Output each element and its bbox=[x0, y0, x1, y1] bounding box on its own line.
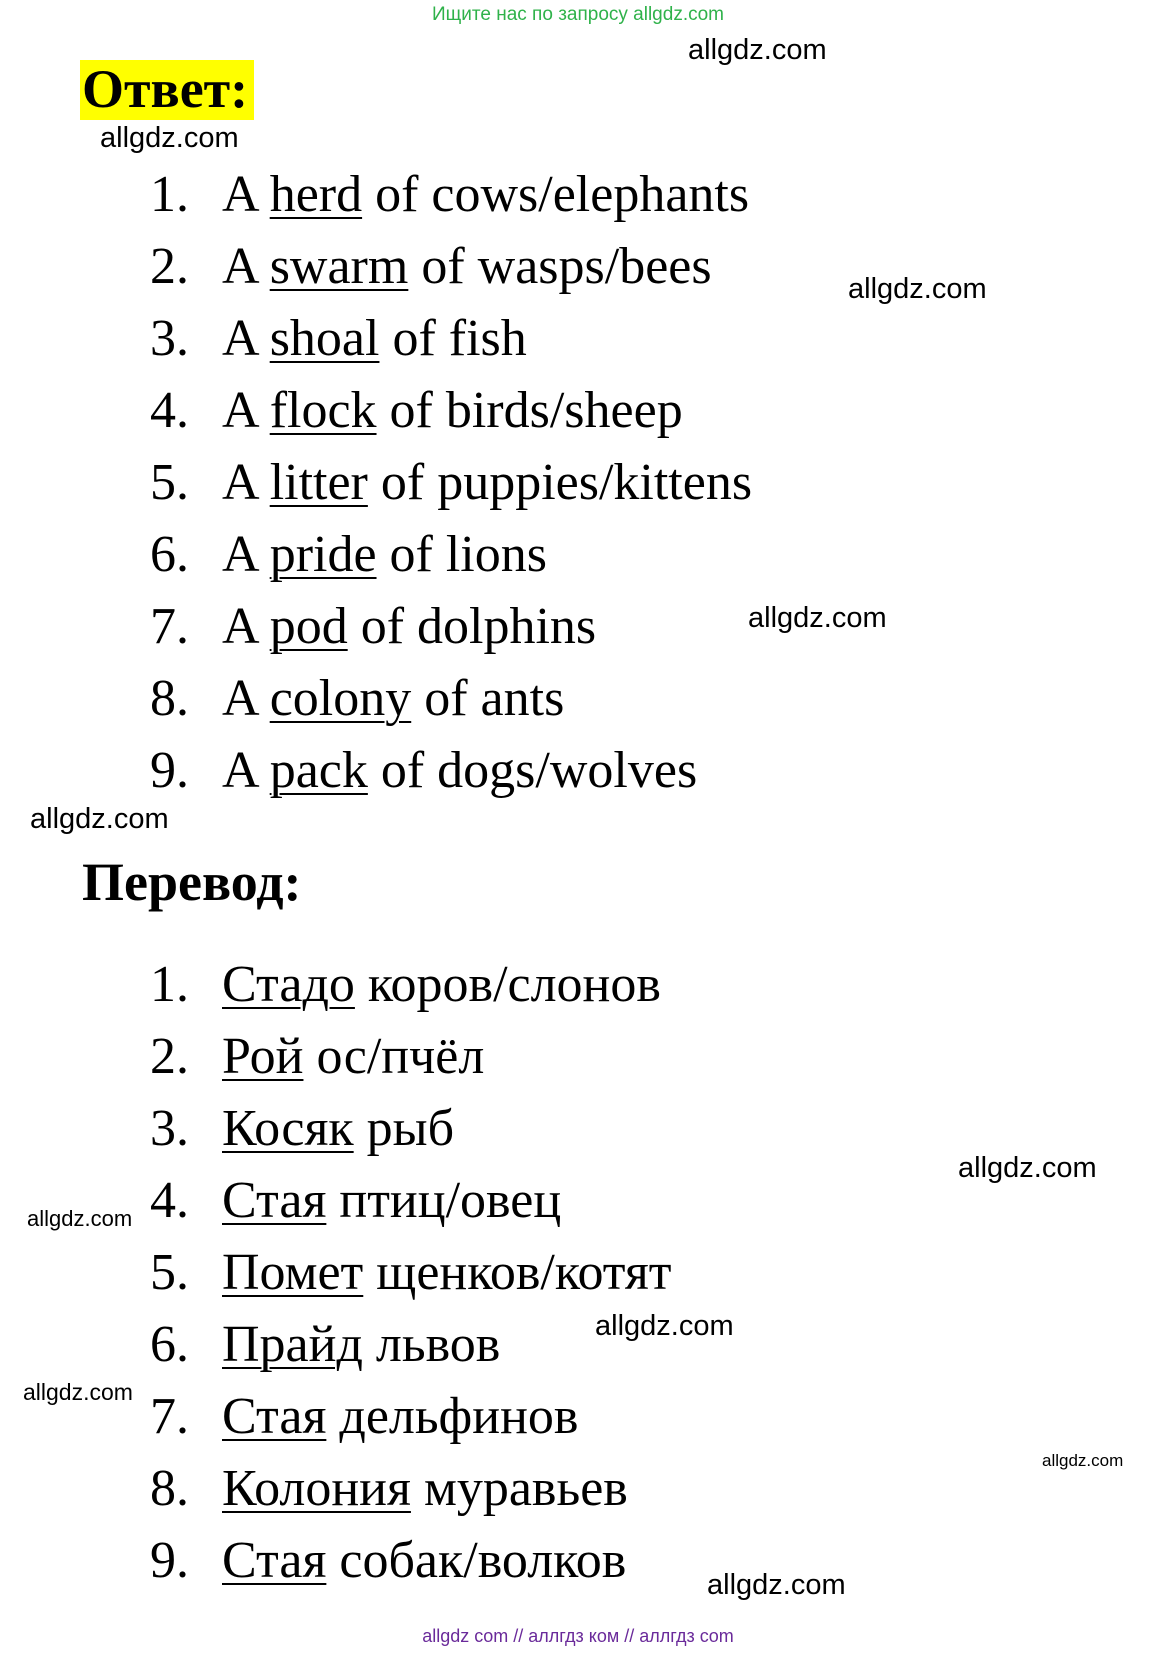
collective-noun: Рой bbox=[222, 1028, 304, 1085]
item-rest: дельфинов bbox=[339, 1388, 579, 1445]
item-rest: of ants bbox=[424, 670, 565, 727]
item-number: 8. bbox=[150, 1460, 189, 1517]
watermark: allgdz.com bbox=[30, 803, 169, 835]
item-number: 9. bbox=[150, 742, 189, 799]
answer-heading: Ответ: bbox=[80, 60, 254, 120]
item-article: A bbox=[222, 454, 257, 511]
list-item bbox=[150, 1237, 671, 1309]
collective-noun: swarm bbox=[269, 238, 409, 295]
list-item bbox=[150, 519, 752, 591]
item-rest: of wasps/bees bbox=[421, 238, 712, 295]
item-rest: of cows/elephants bbox=[375, 166, 750, 223]
item-number: 9. bbox=[150, 1532, 189, 1589]
list-item bbox=[150, 303, 752, 375]
collective-noun: flock bbox=[269, 382, 377, 439]
collective-noun: litter bbox=[269, 454, 368, 511]
collective-noun: Колония bbox=[222, 1460, 411, 1517]
item-number: 4. bbox=[150, 382, 189, 439]
list-item bbox=[150, 735, 752, 807]
list-item bbox=[150, 447, 752, 519]
collective-noun: Косяк bbox=[222, 1100, 354, 1157]
watermark: allgdz.com bbox=[688, 34, 827, 66]
item-number: 6. bbox=[150, 1316, 189, 1373]
item-rest: of dogs/wolves bbox=[380, 742, 698, 799]
collective-noun: colony bbox=[269, 670, 412, 727]
item-number: 6. bbox=[150, 526, 189, 583]
watermark: allgdz.com bbox=[958, 1152, 1097, 1184]
collective-noun: shoal bbox=[269, 310, 380, 367]
item-number: 1. bbox=[150, 166, 189, 223]
item-rest: of dolphins bbox=[360, 598, 597, 655]
item-number: 7. bbox=[150, 598, 189, 655]
collective-noun: pride bbox=[269, 526, 377, 583]
item-number: 3. bbox=[150, 1100, 189, 1157]
watermark: allgdz.com bbox=[707, 1569, 846, 1601]
list-item bbox=[150, 1381, 671, 1453]
item-number: 8. bbox=[150, 670, 189, 727]
item-rest: of fish bbox=[392, 310, 527, 367]
list-item bbox=[150, 1165, 671, 1237]
list-item bbox=[150, 1453, 671, 1525]
item-number: 5. bbox=[150, 1244, 189, 1301]
bottom-banner[interactable]: allgdz com // аллгдз ком // аллгдз com bbox=[422, 1626, 734, 1646]
watermark: allgdz.com bbox=[1042, 1451, 1124, 1470]
collective-noun: Прайд bbox=[222, 1316, 363, 1373]
list-item bbox=[150, 1525, 671, 1597]
item-rest: ос/пчёл bbox=[316, 1028, 485, 1085]
item-rest: щенков/котят bbox=[376, 1244, 672, 1301]
list-item bbox=[150, 1309, 671, 1381]
collective-noun: Помет bbox=[222, 1244, 364, 1301]
item-article: A bbox=[222, 310, 257, 367]
item-rest: коров/слонов bbox=[367, 956, 661, 1013]
item-article: A bbox=[222, 382, 257, 439]
item-article: A bbox=[222, 598, 257, 655]
watermark: allgdz.com bbox=[100, 122, 239, 154]
item-article: A bbox=[222, 526, 257, 583]
item-article: A bbox=[222, 670, 257, 727]
item-number: 5. bbox=[150, 454, 189, 511]
item-number: 4. bbox=[150, 1172, 189, 1229]
item-number: 7. bbox=[150, 1388, 189, 1445]
item-article: A bbox=[222, 238, 257, 295]
item-rest: of lions bbox=[389, 526, 547, 583]
collective-noun: Стая bbox=[222, 1388, 327, 1445]
collective-noun: Стадо bbox=[222, 956, 355, 1013]
list-item bbox=[150, 1093, 671, 1165]
watermark: allgdz.com bbox=[748, 602, 887, 634]
list-item bbox=[150, 231, 752, 303]
collective-noun: Стая bbox=[222, 1172, 327, 1229]
watermark: allgdz.com bbox=[848, 273, 987, 305]
item-rest: рыб bbox=[366, 1100, 455, 1157]
watermark: allgdz.com bbox=[23, 1379, 133, 1405]
item-article: A bbox=[222, 166, 257, 223]
collective-noun: herd bbox=[269, 166, 363, 223]
watermark: allgdz.com bbox=[595, 1310, 734, 1342]
item-rest: птиц/овец bbox=[339, 1172, 562, 1229]
item-number: 2. bbox=[150, 1028, 189, 1085]
item-number: 1. bbox=[150, 956, 189, 1013]
list-item bbox=[150, 663, 752, 735]
list-item bbox=[150, 949, 671, 1021]
collective-noun: pack bbox=[269, 742, 368, 799]
item-article: A bbox=[222, 742, 257, 799]
list-item bbox=[150, 159, 752, 231]
answer-list bbox=[150, 159, 752, 807]
collective-noun: pod bbox=[269, 598, 348, 655]
watermark: allgdz.com bbox=[27, 1206, 133, 1231]
item-number: 3. bbox=[150, 310, 189, 367]
item-rest: львов bbox=[375, 1316, 501, 1373]
translation-list bbox=[150, 949, 671, 1597]
collective-noun: Стая bbox=[222, 1532, 327, 1589]
item-rest: of puppies/kittens bbox=[380, 454, 753, 511]
list-item bbox=[150, 591, 752, 663]
item-rest: of birds/sheep bbox=[389, 382, 683, 439]
translation-heading: Перевод: bbox=[82, 852, 302, 912]
item-number: 2. bbox=[150, 238, 189, 295]
item-rest: муравьев bbox=[423, 1460, 628, 1517]
top-banner[interactable]: Ищите нас по запросу allgdz.com bbox=[431, 4, 724, 25]
list-item bbox=[150, 375, 752, 447]
item-rest: собак/волков bbox=[339, 1532, 627, 1589]
list-item bbox=[150, 1021, 671, 1093]
